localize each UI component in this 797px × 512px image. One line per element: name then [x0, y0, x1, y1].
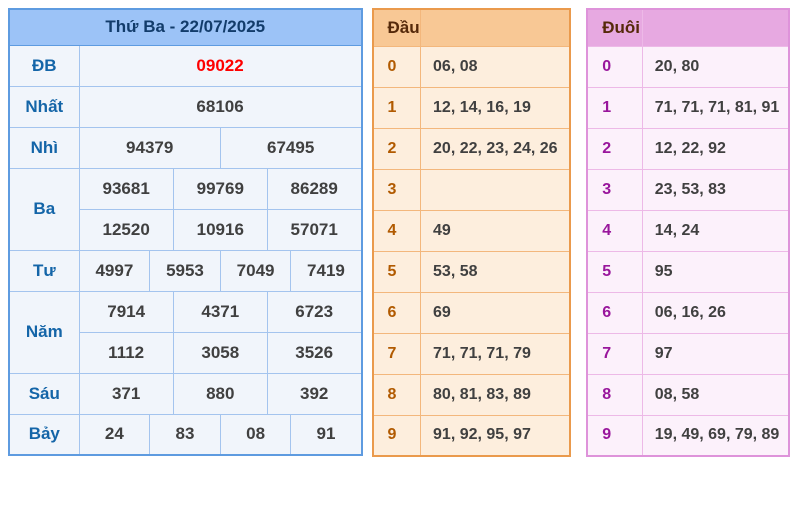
table-row [587, 128, 789, 169]
prize-number: 371 [79, 373, 173, 414]
dau-numbers: 53, 58 [421, 251, 571, 292]
table-row [9, 9, 362, 45]
prize-number: 83 [150, 414, 221, 455]
dau-digit: 5 [373, 251, 421, 292]
dau-title: Đầu [373, 9, 421, 46]
table-row [9, 127, 362, 168]
duoi-numbers: 06, 16, 26 [642, 292, 789, 333]
results-title: Thứ Ba - 22/07/2025 [9, 9, 362, 45]
table-row [373, 169, 571, 210]
duoi-table [586, 8, 790, 457]
duoi-numbers: 12, 22, 92 [642, 128, 789, 169]
duoi-numbers: 19, 49, 69, 79, 89 [642, 415, 789, 456]
prize-number: 68106 [79, 86, 361, 127]
duoi-digit: 6 [587, 292, 642, 333]
prize-number: 4997 [79, 250, 150, 291]
table-row [587, 169, 789, 210]
prize-number: 67495 [220, 127, 361, 168]
prize-label: ĐB [9, 45, 79, 86]
prize-number: 3526 [267, 332, 361, 373]
table-row [587, 251, 789, 292]
dau-numbers: 49 [421, 210, 571, 251]
prize-label: Tư [9, 250, 79, 291]
table-row [373, 9, 571, 46]
table-row [9, 45, 362, 86]
prize-number: 86289 [267, 168, 361, 209]
dau-numbers: 69 [421, 292, 571, 333]
duoi-title: Đuôi [587, 9, 642, 46]
dau-table [372, 8, 572, 457]
duoi-title-spacer [642, 9, 789, 46]
duoi-numbers: 23, 53, 83 [642, 169, 789, 210]
results-table [8, 8, 363, 456]
prize-number: 12520 [79, 209, 173, 250]
duoi-numbers: 08, 58 [642, 374, 789, 415]
prize-number: 7914 [79, 291, 173, 332]
prize-number: 7049 [220, 250, 291, 291]
prize-label: Năm [9, 291, 79, 373]
duoi-digit: 7 [587, 333, 642, 374]
dau-numbers: 71, 71, 71, 79 [421, 333, 571, 374]
table-row [587, 46, 789, 87]
prize-number: 1112 [79, 332, 173, 373]
dau-title-spacer [421, 9, 571, 46]
prize-number: 10916 [173, 209, 267, 250]
table-row [587, 333, 789, 374]
dau-digit: 9 [373, 415, 421, 456]
dau-digit: 1 [373, 87, 421, 128]
dau-numbers: 12, 14, 16, 19 [421, 87, 571, 128]
table-row [9, 250, 362, 291]
table-row [373, 46, 571, 87]
duoi-digit: 8 [587, 374, 642, 415]
dau-digit: 8 [373, 374, 421, 415]
table-row [373, 415, 571, 456]
duoi-digit: 4 [587, 210, 642, 251]
prize-number: 57071 [267, 209, 361, 250]
table-row [373, 251, 571, 292]
duoi-digit: 3 [587, 169, 642, 210]
duoi-digit: 2 [587, 128, 642, 169]
duoi-numbers: 71, 71, 71, 81, 91 [642, 87, 789, 128]
duoi-numbers: 14, 24 [642, 210, 789, 251]
table-row [373, 210, 571, 251]
table-row [9, 86, 362, 127]
prize-label: Nhất [9, 86, 79, 127]
dau-numbers: 80, 81, 83, 89 [421, 374, 571, 415]
special-prize-number: 09022 [79, 45, 361, 86]
table-row [373, 374, 571, 415]
prize-number: 99769 [173, 168, 267, 209]
table-row [587, 87, 789, 128]
prize-label: Nhì [9, 127, 79, 168]
table-row [373, 128, 571, 169]
prize-number: 4371 [173, 291, 267, 332]
dau-digit: 0 [373, 46, 421, 87]
dau-digit: 7 [373, 333, 421, 374]
table-row [587, 9, 789, 46]
prize-number: 5953 [150, 250, 221, 291]
duoi-numbers: 97 [642, 333, 789, 374]
duoi-digit: 5 [587, 251, 642, 292]
table-row [373, 292, 571, 333]
table-row [587, 415, 789, 456]
prize-label: Ba [9, 168, 79, 250]
dau-numbers: 91, 92, 95, 97 [421, 415, 571, 456]
dau-digit: 4 [373, 210, 421, 251]
table-row [587, 292, 789, 333]
prize-number: 08 [220, 414, 291, 455]
dau-digit: 2 [373, 128, 421, 169]
dau-numbers [421, 169, 571, 210]
table-row [373, 87, 571, 128]
dau-numbers: 06, 08 [421, 46, 571, 87]
prize-number: 392 [267, 373, 361, 414]
dau-numbers: 20, 22, 23, 24, 26 [421, 128, 571, 169]
table-row [9, 414, 362, 455]
duoi-digit: 1 [587, 87, 642, 128]
prize-number: 94379 [79, 127, 220, 168]
prize-label: Bảy [9, 414, 79, 455]
table-row [587, 374, 789, 415]
prize-label: Sáu [9, 373, 79, 414]
dau-digit: 6 [373, 292, 421, 333]
duoi-numbers: 95 [642, 251, 789, 292]
table-row [9, 168, 362, 209]
table-row [9, 291, 362, 332]
duoi-digit: 9 [587, 415, 642, 456]
duoi-digit: 0 [587, 46, 642, 87]
prize-number: 24 [79, 414, 150, 455]
prize-number: 6723 [267, 291, 361, 332]
table-row [373, 333, 571, 374]
table-row [9, 373, 362, 414]
dau-digit: 3 [373, 169, 421, 210]
table-row [587, 210, 789, 251]
prize-number: 3058 [173, 332, 267, 373]
duoi-numbers: 20, 80 [642, 46, 789, 87]
prize-number: 93681 [79, 168, 173, 209]
prize-number: 7419 [291, 250, 362, 291]
prize-number: 91 [291, 414, 362, 455]
prize-number: 880 [173, 373, 267, 414]
